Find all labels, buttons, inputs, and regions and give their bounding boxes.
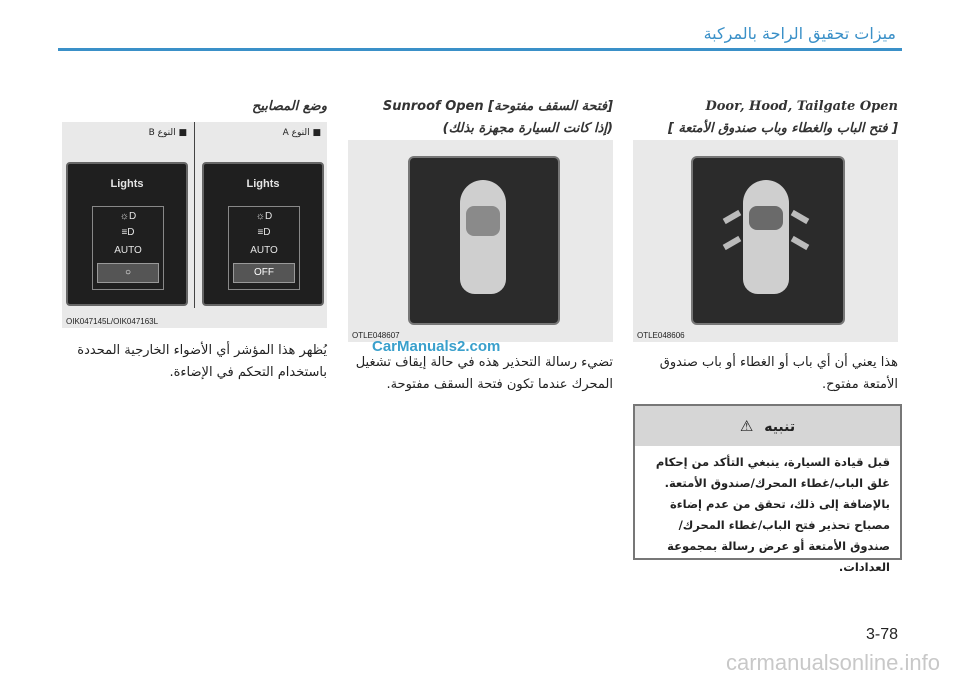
- selected-option: OFF: [233, 263, 295, 283]
- open-door-right-rear: [791, 236, 810, 250]
- car-top-view: [743, 180, 789, 294]
- lights-options-box: [92, 206, 164, 290]
- doors-heading-en: Door, Hood, Tailgate Open: [705, 99, 898, 114]
- warning-title: تنبيه: [764, 419, 796, 435]
- open-door-left-rear: [723, 236, 742, 250]
- auto-option: AUTO: [114, 245, 142, 256]
- doors-heading-ar: [ فتح الباب والغطاء وباب صندوق الأمتعة ]: [667, 121, 898, 136]
- lights-heading-ar: وضع المصابيح: [251, 99, 327, 114]
- page-number: 3-78: [865, 626, 898, 643]
- warning-box: [633, 404, 902, 574]
- auto-option: AUTO: [250, 245, 278, 256]
- doors-figure-code: OTLE048606: [637, 331, 685, 340]
- lights-panel-title: Lights: [246, 178, 280, 190]
- sunroof-figure: [348, 140, 613, 342]
- lights-panel-type-b: [66, 162, 188, 306]
- sunroof-heading-line2: (إذا كانت السيارة مجهزة بذلك): [442, 121, 613, 136]
- lights-panel-title: Lights: [110, 178, 144, 190]
- variant-a-label: ■ النوع A: [282, 128, 321, 138]
- watermark: CarManuals2.com: [372, 338, 501, 355]
- lights-body: يُظهر هذا المؤشر أي الأضواء الخارجية المحددة باستخدام التحكم في الإضاءة.: [77, 343, 327, 380]
- warning-header: [635, 406, 900, 446]
- car-top-view: [460, 180, 506, 294]
- doors-display-panel: [691, 156, 845, 325]
- car-windshield: [749, 206, 783, 230]
- warning-triangle-icon: ⚠: [739, 417, 754, 435]
- lights-heading: [62, 96, 327, 118]
- open-door-right-front: [791, 210, 810, 224]
- sunroof-figure-code: OTLE048607: [352, 331, 400, 340]
- parking-light-icon: ☼D: [119, 211, 137, 222]
- sunroof-body: تضيء رسالة التحذير هذه في حالة إيقاف تشغيل المحرك عندما تكون فتحة السقف مفتوحة.: [355, 355, 613, 392]
- sunroof-heading-line1: [فتحة السقف مفتوحة] Sunroof Open: [382, 99, 613, 114]
- open-door-left-front: [723, 210, 742, 224]
- lights-panel-type-a: [202, 162, 324, 306]
- lights-figure-code: OIK047145L/OIK047163L: [66, 317, 159, 326]
- sunroof-display-panel: [408, 156, 560, 325]
- footer-watermark: carmanualsonline.info: [725, 650, 940, 675]
- car-sunroof: [466, 206, 500, 236]
- variant-divider: [194, 122, 195, 308]
- doors-heading: [633, 96, 898, 140]
- warning-text: قبل قيادة السيارة، ينبغي التأكد من إحكام غلق الباب/غطاء المحرك/صندوق الأمتعة. بالإضافة إلى ذلك، تحقق من عدم إضاءة مصباح تحذير فتح الباب/غطاء المحرك/صندوق الأمتعة أو عرض رسالة بمجموعة العدادات.: [655, 455, 890, 574]
- sunroof-heading: [348, 96, 613, 140]
- header-title: ميزات تحقيق الراحة بالمركبة: [703, 24, 896, 43]
- header-rule: [58, 48, 902, 51]
- doors-figure: [633, 140, 898, 342]
- parking-light-icon: ☼D: [255, 211, 273, 222]
- headlight-icon: ≡D: [121, 227, 135, 238]
- selected-option: ○: [97, 263, 159, 283]
- headlight-icon: ≡D: [257, 227, 271, 238]
- doors-body: هذا يعني أن أي باب أو الغطاء أو باب صندوق الأمتعة مفتوح.: [659, 355, 898, 392]
- lights-figure: [62, 122, 327, 328]
- variant-b-label: ■ النوع B: [148, 128, 187, 138]
- lights-options-box: [228, 206, 300, 290]
